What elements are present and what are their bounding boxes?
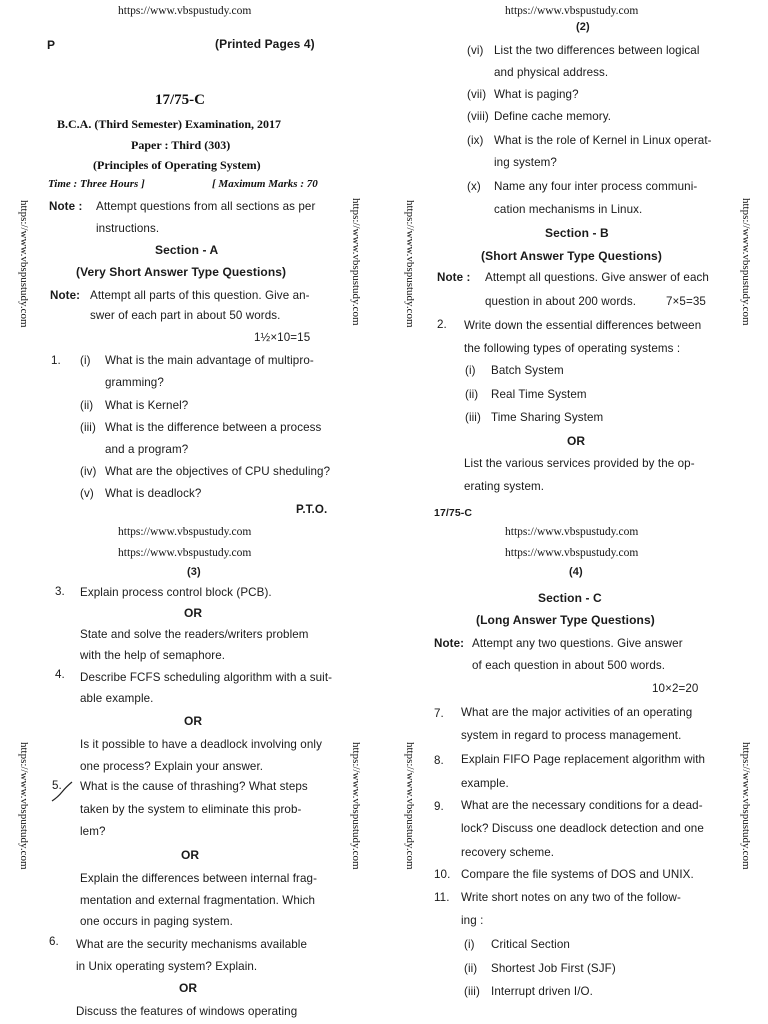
note-text: question in about 200 words. (485, 295, 637, 308)
question-text: lem? (80, 825, 106, 838)
note-text: swer of each part in about 50 words. (90, 309, 281, 322)
note-label: Note : (49, 200, 83, 213)
question-text: What is the cause of thrashing? What steps (80, 780, 308, 793)
question-number: 9. (434, 800, 444, 813)
question-text: Describe FCFS scheduling algorithm with a suit- (80, 671, 333, 684)
question-number: 5. (52, 779, 62, 792)
question-text: Is it possible to have a deadlock involving only (80, 738, 322, 751)
section-type: (Short Answer Type Questions) (481, 249, 662, 263)
question-text: able example. (80, 692, 154, 705)
question-number: 6. (49, 935, 59, 948)
question-text: in Unix operating system? Explain. (76, 960, 258, 973)
watermark-url: https://www.vbspustudy.com (505, 547, 639, 559)
item-number: (i) (464, 938, 475, 951)
item-number: (vi) (467, 44, 484, 57)
item-text: Interrupt driven I/O. (491, 985, 593, 998)
question-text: Compare the file systems of DOS and UNIX. (461, 868, 694, 881)
section-type: (Long Answer Type Questions) (476, 613, 655, 627)
item-text: What is Kernel? (105, 399, 189, 412)
item-number: (iv) (80, 465, 97, 478)
question-text: Discuss the features of windows operating (76, 1005, 298, 1018)
page-number: (2) (576, 21, 590, 33)
item-number: (i) (465, 364, 476, 377)
note-label: Note : (437, 271, 471, 284)
question-text: Explain FIFO Page replacement algorithm with (461, 753, 706, 766)
question-text: example. (461, 777, 509, 790)
question-number: 7. (434, 707, 444, 720)
question-number: 10. (434, 868, 451, 881)
question-text: the following types of operating systems : (464, 342, 681, 355)
item-text: and a program? (105, 443, 189, 456)
question-text: one process? Explain your answer. (80, 760, 264, 773)
item-number: (v) (80, 487, 94, 500)
page-number: (4) (569, 566, 583, 578)
question-text: Write short notes on any two of the follow- (461, 891, 681, 904)
question-text: Explain process control block (PCB). (80, 586, 272, 599)
exam-time: Time : Three Hours ] (48, 178, 145, 190)
question-number: 11. (434, 891, 450, 904)
paper-code: 17/75-C (155, 92, 205, 108)
item-number: (ii) (464, 962, 478, 975)
question-text: with the help of semaphore. (80, 649, 226, 662)
watermark-url-vertical: https://www.vbspustudy.com (740, 742, 752, 870)
item-text: Batch System (491, 364, 564, 377)
note-label: Note: (434, 637, 465, 650)
watermark-url: https://www.vbspustudy.com (118, 5, 252, 17)
max-marks: [ Maximum Marks : 70 (212, 178, 318, 190)
note-text: Attempt questions from all sections as per (96, 200, 316, 213)
item-text: List the two differences between logical (494, 44, 700, 57)
item-text: Critical Section (491, 938, 570, 951)
checkmark-icon (50, 780, 74, 806)
paper-title: Paper : Third (303) (131, 138, 231, 152)
question-number: 8. (434, 754, 444, 767)
or-separator: OR (184, 714, 203, 728)
section-type: (Very Short Answer Type Questions) (76, 265, 287, 279)
or-separator: OR (567, 434, 586, 448)
marks-scheme: 1½×10=15 (254, 331, 311, 344)
item-text: cation mechanisms in Linux. (494, 203, 643, 216)
question-text: mentation and external fragmentation. Which (80, 894, 316, 907)
marks-scheme: 7×5=35 (666, 295, 706, 308)
note-text: Attempt all parts of this question. Give an- (90, 289, 310, 302)
set-letter: P (47, 38, 56, 52)
question-number: 1. (51, 354, 61, 367)
question-text: recovery scheme. (461, 846, 555, 859)
item-number: (ix) (467, 134, 484, 147)
note-text: of each question in about 500 words. (472, 659, 666, 672)
section-heading: Section - A (155, 243, 219, 257)
watermark-url-vertical: https://www.vbspustudy.com (18, 200, 30, 328)
question-number: 4. (55, 668, 65, 681)
item-text: Define cache memory. (494, 110, 612, 123)
item-text: Name any four inter process communi- (494, 180, 698, 193)
item-text: Shortest Job First (SJF) (491, 962, 616, 975)
item-text: gramming? (105, 376, 164, 389)
watermark-url-vertical: https://www.vbspustudy.com (350, 198, 362, 326)
item-text: What is the role of Kernel in Linux operat- (494, 134, 712, 147)
footer-code: 17/75-C (434, 507, 473, 519)
watermark-url-vertical: https://www.vbspustudy.com (404, 200, 416, 328)
note-text: Attempt any two questions. Give answer (472, 637, 683, 650)
question-text: List the various services provided by the op- (464, 457, 695, 470)
item-text: What are the objectives of CPU sheduling? (105, 465, 331, 478)
note-text: Attempt all questions. Give answer of each (485, 271, 709, 284)
item-number: (viii) (467, 110, 489, 123)
item-number: (x) (467, 180, 481, 193)
question-text: What are the necessary conditions for a dead- (461, 799, 703, 812)
subject-title: (Principles of Operating System) (93, 158, 261, 172)
note-label: Note: (50, 289, 81, 302)
section-heading: Section - C (538, 591, 602, 605)
item-number: (i) (80, 354, 91, 367)
question-text: taken by the system to eliminate this prob- (80, 803, 302, 816)
note-text: instructions. (96, 222, 160, 235)
item-text: and physical address. (494, 66, 609, 79)
item-number: (vii) (467, 88, 487, 101)
item-number: (ii) (80, 399, 94, 412)
question-text: Write down the essential differences between (464, 319, 702, 332)
page-number: (3) (187, 566, 201, 578)
item-number: (iii) (465, 411, 481, 424)
watermark-url: https://www.vbspustudy.com (505, 526, 639, 538)
watermark-url: https://www.vbspustudy.com (118, 526, 252, 538)
or-separator: OR (181, 848, 200, 862)
watermark-url-vertical: https://www.vbspustudy.com (404, 742, 416, 870)
watermark-url: https://www.vbspustudy.com (118, 547, 252, 559)
question-text: Explain the differences between internal frag- (80, 872, 318, 885)
question-text: What are the major activities of an operating (461, 706, 693, 719)
question-text: erating system. (464, 480, 545, 493)
question-text: system in regard to process management. (461, 729, 682, 742)
item-text: ing system? (494, 156, 557, 169)
watermark-url-vertical: https://www.vbspustudy.com (350, 742, 362, 870)
item-text: What is the difference between a process (105, 421, 322, 434)
question-number: 3. (55, 585, 65, 598)
exam-title: B.C.A. (Third Semester) Examination, 2017 (57, 117, 281, 131)
item-text: What is the main advantage of multipro- (105, 354, 314, 367)
question-text: one occurs in paging system. (80, 915, 233, 928)
watermark-url-vertical: https://www.vbspustudy.com (740, 198, 752, 326)
question-text: ing : (461, 914, 484, 927)
watermark-url: https://www.vbspustudy.com (505, 5, 639, 17)
item-text: Real Time System (491, 388, 587, 401)
section-heading: Section - B (545, 226, 609, 240)
item-text: Time Sharing System (491, 411, 604, 424)
item-number: (ii) (465, 388, 479, 401)
marks-scheme: 10×2=20 (652, 682, 699, 695)
question-number: 2. (437, 318, 447, 331)
pto-label: P.T.O. (296, 503, 328, 516)
item-text: What is deadlock? (105, 487, 202, 500)
question-text: State and solve the readers/writers problem (80, 628, 309, 641)
question-text: lock? Discuss one deadlock detection and one (461, 822, 704, 835)
item-number: (iii) (80, 421, 96, 434)
or-separator: OR (184, 606, 203, 620)
watermark-url-vertical: https://www.vbspustudy.com (18, 742, 30, 870)
question-text: What are the security mechanisms available (76, 938, 308, 951)
item-text: What is paging? (494, 88, 579, 101)
printed-pages: (Printed Pages 4) (215, 37, 315, 51)
or-separator: OR (179, 981, 198, 995)
item-number: (iii) (464, 985, 480, 998)
